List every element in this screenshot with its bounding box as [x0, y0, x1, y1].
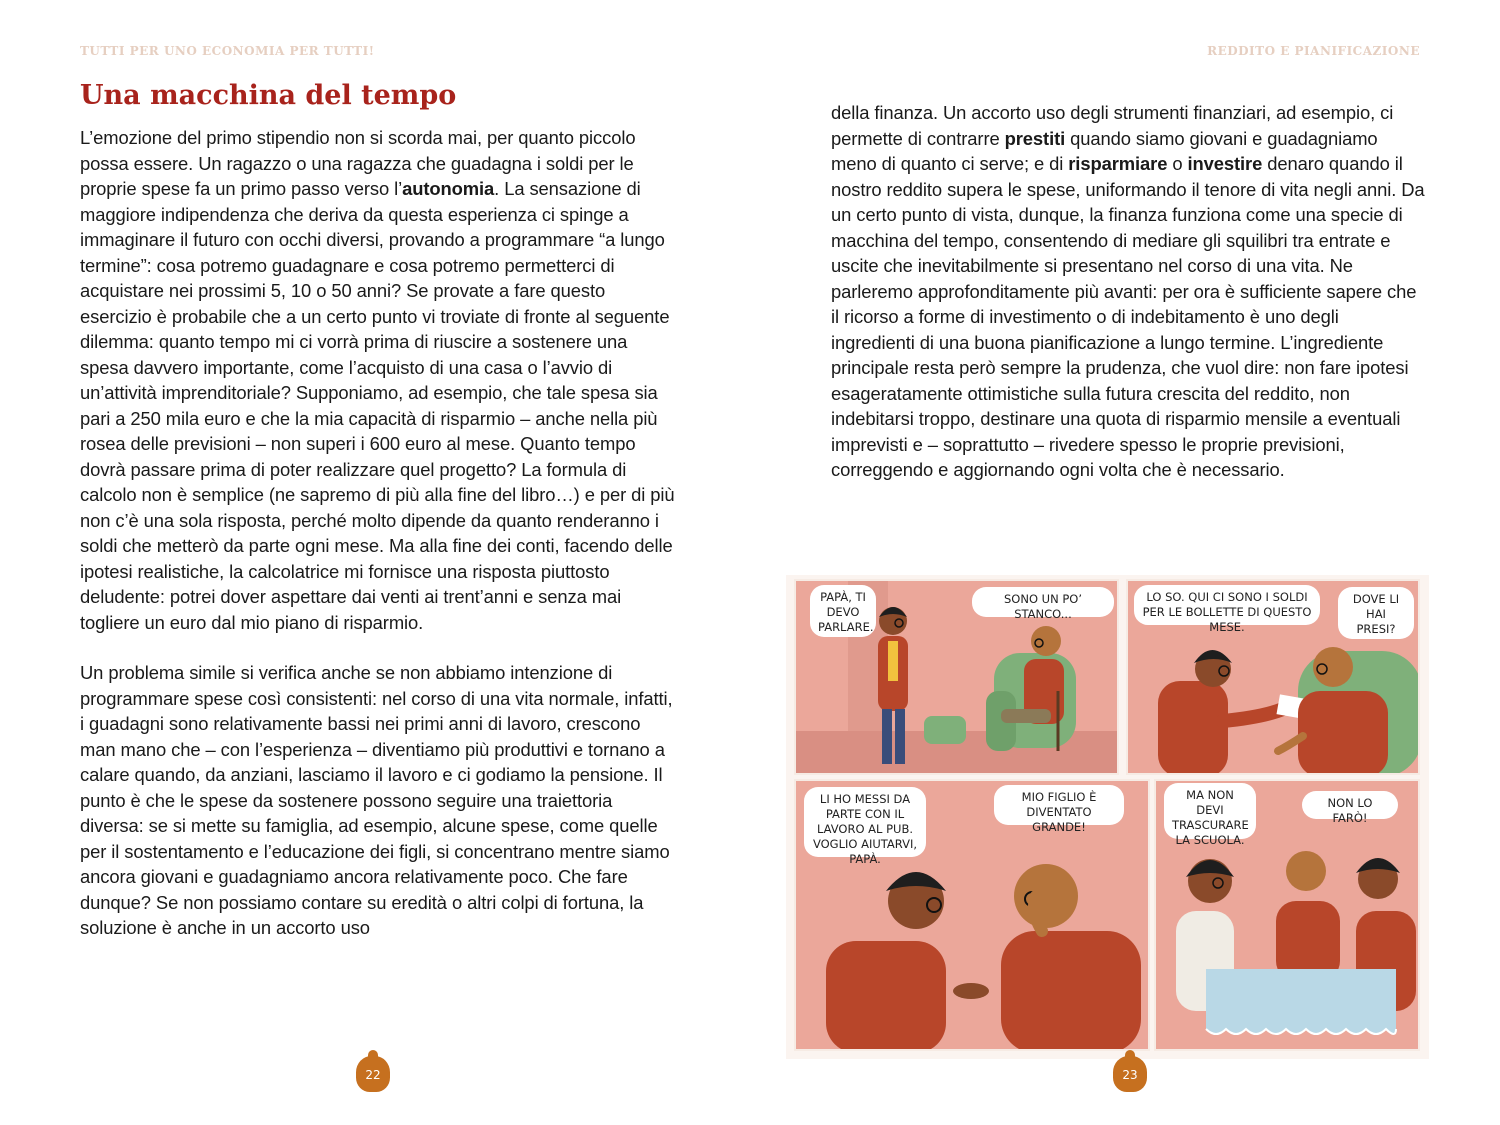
comic-strip: [786, 575, 1429, 1059]
text-run: L’emozione del primo stipendio non si scorda mai, per quanto piccolo possa essere. Un ragazzo o una ragazza che guadagna i soldi per le proprie spese fa un primo passo verso l’: [80, 127, 636, 199]
speech-bubble-dad: DOVE LI HAI PRESI?: [1338, 587, 1414, 639]
speech-bubble-mom: MA NON DEVI TRASCURARE LA SCUOLA.: [1164, 783, 1256, 839]
running-head-left: TUTTI PER UNO ECONOMIA PER TUTTI!: [80, 44, 375, 58]
text-run: . La sensazione di maggiore indipendenza che deriva da questa esperienza ci spinge a immaginare il futuro con occhi diversi, provando a programmare “a lungo termine”: cosa potremo guadagnare e cosa potremo permetterci di acquistare nei prossimi 5, 10 o 50 anni? Se provate a fare questo esercizio è probabile che a un certo punto vi troviate di fronte al seguente dilemma: quanto tempo mi ci vorrà prima di riuscire a sostenere una spesa davvero importante, come l’acquisto di una casa o l’avvio di un’attività imprenditoriale? Supponiamo, ad esempio, che tale spesa sia pari a 250 mila euro e che la mia capacità di risparmio – anche nella più rosea delle previsioni – non superi i 600 euro al mese. Quanto tempo dovrà passare prima di poter realizzare quel progetto? La formula di calcolo non è semplice (ne sapremo di più alla fine del libro…) e per di più non c’è una sola risposta, perché molto dipende da quanto renderanno i soldi che metterò da parte ogni mese. Ma alla fine dei conti, facendo delle ipotesi realistiche, la calcolatrice mi fornisce una risposta piuttosto deludente: potrei dover aspettare dai venti ai trent’anni e senza mai togliere un euro dal mio piano di risparmio.: [80, 178, 675, 633]
page-number-text: 22: [365, 1068, 381, 1082]
right-text-column: [831, 100, 1426, 483]
text-run: della finanza. Un accorto uso degli strumenti finanziari, ad esempio, ci permette di contrarre: [831, 102, 1394, 149]
text-run: quando siamo giovani e guadagniamo meno di quanto ci serve; e di: [831, 127, 1378, 174]
left-text-column: [80, 125, 680, 941]
paragraph: [80, 125, 680, 635]
bold-term: risparmiare: [1068, 153, 1168, 174]
comic-panel-3: [794, 779, 1150, 1051]
speech-bubble-dad: MIO FIGLIO È DIVENTATO GRANDE!: [994, 785, 1124, 825]
comic-panel-4: [1154, 779, 1420, 1051]
bold-term: prestiti: [1004, 127, 1066, 149]
page-number-text: 23: [1122, 1068, 1138, 1082]
text-run: o: [1167, 153, 1188, 174]
text-run: denaro quando il nostro reddito supera le spese, uniformando il tenore di vita negli anni. Da un certo punto di vista, dunque, la finanza funziona come una specie di macchina del tempo, consentendo di mediare gli squilibri tra entrate e uscite che inevitabilmente si presentano nel corso di una vita. Ne parleremo approfonditamente più avanti: per ora è sufficiente sapere che il ricorso a forme di investimento o di indebitamento è uno degli ingredienti di una buona pianificazione a lungo termine. L’ingrediente principale resta però sempre la prudenza, che vuol dire: non fare ipotesi esageratamente ottimistiche sulla futura crescita del reddito, non indebitarsi troppo, destinare una quota di risparmio mensile a eventuali imprevisti e – soprattutto – rivedere spesso le proprie previsioni, correggendo e aggiornando ogni volta che è necessario.: [831, 153, 1425, 480]
comic-panel-1: [794, 579, 1119, 775]
speech-bubble-son: PAPÀ, TI DEVO PARLARE.: [810, 585, 876, 637]
speech-bubble-son: LO SO. QUI CI SONO I SOLDI PER LE BOLLETTE DI QUESTO MESE.: [1134, 585, 1320, 625]
comic-panel-2: [1126, 579, 1420, 775]
speech-bubble-dad: SONO UN PO’ STANCO...: [972, 587, 1114, 617]
speech-bubble-son: NON LO FARÒ!: [1302, 791, 1398, 819]
paragraph: [831, 100, 1426, 483]
bold-term: autonomia: [402, 178, 495, 199]
page-number-right: [1113, 1050, 1147, 1096]
paragraph: Un problema simile si verifica anche se non abbiamo intenzione di programmare spese così consistenti: nel corso di una vita normale, infatti, i guadagni sono relativamente bassi nei primi anni di lavoro, crescono man mano che – con l’esperienza – diventiamo più produttivi e tornano a calare quando, da anziani, lasciamo il lavoro e ci godiamo la pensione. Il punto è che le spese da sostenere possono seguire una traiettoria diversa: se si mette su famiglia, ad esempio, alcune spese, come quelle per il sostentamento e l’educazione dei figli, si concentrano mentre siamo ancora giovani e guadagniamo ancora relativamente poco. Che fare dunque? Se non possiamo contare su eredità o altri colpi di fortuna, la soluzione è anche in un accorto uso: [80, 662, 673, 938]
section-title: Una macchina del tempo: [80, 80, 457, 111]
speech-bubble-son: LI HO MESSI DA PARTE CON IL LAVORO AL PUB. VOGLIO AIUTARVI, PAPÀ.: [804, 787, 926, 857]
bold-term: investire: [1187, 153, 1263, 174]
page-number-left: [356, 1050, 390, 1096]
running-head-right: REDDITO E PIANIFICAZIONE: [1207, 44, 1420, 58]
